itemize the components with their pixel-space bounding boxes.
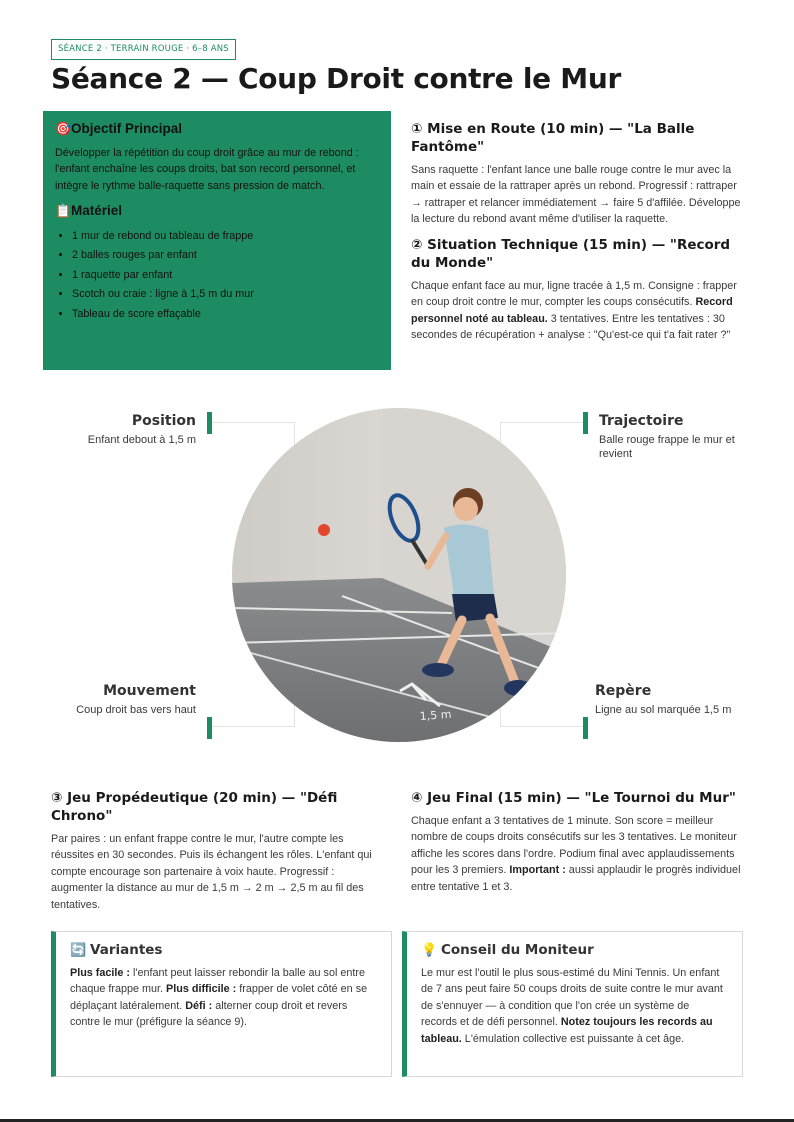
accent-bar <box>207 412 212 434</box>
target-icon: 🎯 <box>55 121 72 136</box>
label-title: Repère <box>595 683 652 699</box>
bold-text: Notez toujours les records au tableau. <box>421 1016 713 1045</box>
variantes-text <box>70 965 377 1031</box>
cycle-arrows-icon: 🔄 <box>70 943 87 958</box>
page-title: Séance 2 — Coup Droit contre le Mur <box>51 62 621 95</box>
list-item: • Tableau de score effaçable <box>72 305 379 325</box>
section-mise-en-route <box>411 120 746 228</box>
accent-bar <box>583 412 588 434</box>
section-text <box>411 813 746 895</box>
conseil-text <box>421 965 728 1047</box>
section-text <box>411 278 746 344</box>
text-part: alterner coup droit et revers contre le mur (préfigure la séance 9). <box>70 999 348 1029</box>
label-desc: Enfant debout à 1,5 m <box>87 434 196 446</box>
text-part: L'émulation collective est puissante à cet âge. <box>461 1032 685 1045</box>
label-mouvement <box>56 684 196 717</box>
list-item: • 1 mur de rebond ou tableau de frappe <box>72 227 379 247</box>
label-repere <box>595 684 735 717</box>
text-part: Chaque enfant face au mur, ligne tracée à 1,5 m. Consigne : frapper en coup droit contre le mur, compter les coups consécutifs. <box>411 280 737 309</box>
variantes-box <box>51 931 392 1077</box>
bold-text: Important : <box>509 864 566 877</box>
bold-text: Plus difficile : <box>166 983 237 996</box>
label-title: Mouvement <box>103 683 196 699</box>
materiel-heading <box>55 203 379 219</box>
bold-text: Record personnel noté au tableau. <box>411 296 733 325</box>
lightbulb-icon: 💡 <box>421 943 438 958</box>
bold-text: Plus facile : <box>70 967 131 979</box>
label-title: Position <box>131 413 196 429</box>
section-situation-technique <box>411 236 746 344</box>
session-badge: SÉANCE 2 · TERRAIN ROUGE · 6–8 ANS <box>51 39 236 60</box>
objective-heading <box>55 121 379 137</box>
list-item: • 1 raquette par enfant <box>72 266 379 286</box>
accent-bar <box>207 717 212 739</box>
objective-title: Objectif Principal <box>71 121 183 136</box>
conseil-title: Conseil du Moniteur <box>441 942 594 958</box>
objective-text: Développer la répétition du coup droit grâce au mur de rebond : l'enfant enchaîne les coups droits, bat son record personnel, et intègre le rythme balle-raquette sans pression de match. <box>55 147 359 192</box>
list-item: • 2 balles rouges par enfant <box>72 246 379 266</box>
section-jeu-final <box>411 789 746 895</box>
label-desc: Ligne au sol marquée 1,5 m <box>595 704 732 716</box>
text-part: 3 tentatives. Entre les tentatives : 30 secondes de récupération + analyse : "Qu'est-ce qui t'a fait rater ?" <box>411 312 731 342</box>
text-part: aussi applaudir le progrès individuel entre tentative 1 et 3. <box>411 864 741 893</box>
text-part: l'enfant peut laisser rebondir la balle au sol entre chaque frappe mur. <box>70 967 365 996</box>
label-desc: Balle rouge frappe le mur et revient <box>599 434 735 460</box>
objective-panel <box>43 111 391 370</box>
variantes-title: Variantes <box>90 942 163 958</box>
floor-mark-label: 1,5 m <box>419 707 452 723</box>
text-part: frapper de volet côté en se déplaçant latéralement. <box>70 983 368 1012</box>
section-heading: ② Situation Technique (15 min) — "Record du Monde" <box>411 237 731 271</box>
clipboard-icon: 📋 <box>55 202 72 218</box>
variantes-heading <box>70 942 377 958</box>
section-heading: ③ Jeu Propédeutique (20 min) — "Défi Chrono" <box>51 790 338 824</box>
conseil-heading <box>421 942 728 958</box>
label-trajectoire <box>599 414 739 461</box>
technique-diagram <box>0 400 794 760</box>
section-text: Sans raquette : l'enfant lance une balle rouge contre le mur avec la main et essaie de la rattraper après un rebond. Progressif : rattraper → rattraper et relancer immédiatement → faire 5 d'affilée. Développe la lecture du rebond avant même d'utiliser la raquette. <box>411 164 741 226</box>
conseil-box <box>402 931 743 1077</box>
tennis-wall-photo <box>232 408 566 742</box>
label-title: Trajectoire <box>599 413 684 429</box>
text-part: Le mur est l'outil le plus sous-estimé du Mini Tennis. Un enfant de 7 ans peut faire 50 coups droits de suite contre le mur avant de s'ennuyer — à condition que l'on crée un système de records et de défi personnel. <box>421 967 723 1029</box>
label-position <box>36 414 196 447</box>
section-heading: ④ Jeu Final (15 min) — "Le Tournoi du Mur" <box>411 790 736 806</box>
label-desc: Coup droit bas vers haut <box>76 704 196 716</box>
section-text: Par paires : un enfant frappe contre le mur, l'autre compte les réussites en 30 secondes. Puis ils échangent les rôles. L'enfant qui compte encourage son partenaire à voix haute. Progressif : augmenter la distance au mur de 1,5 m → 2 m → 2,5 m au fil des tentatives. <box>51 833 372 911</box>
materiel-list <box>55 227 379 325</box>
accent-bar <box>583 717 588 739</box>
text-part: Chaque enfant a 3 tentatives de 1 minute. Son score = meilleur nombre de coups droits consécutifs sur les 3 tentatives. Le moniteur affiche les scores dans l'ordre. Podium final avec applaudissements pour les 3 premiers. <box>411 815 737 877</box>
list-item: • Scotch ou craie : ligne à 1,5 m du mur <box>72 285 379 305</box>
section-heading: ① Mise en Route (10 min) — "La Balle Fantôme" <box>411 121 695 155</box>
materiel-title: Matériel <box>71 202 123 218</box>
section-jeu-propedeutique <box>51 789 381 913</box>
bold-text: Défi : <box>185 999 213 1012</box>
